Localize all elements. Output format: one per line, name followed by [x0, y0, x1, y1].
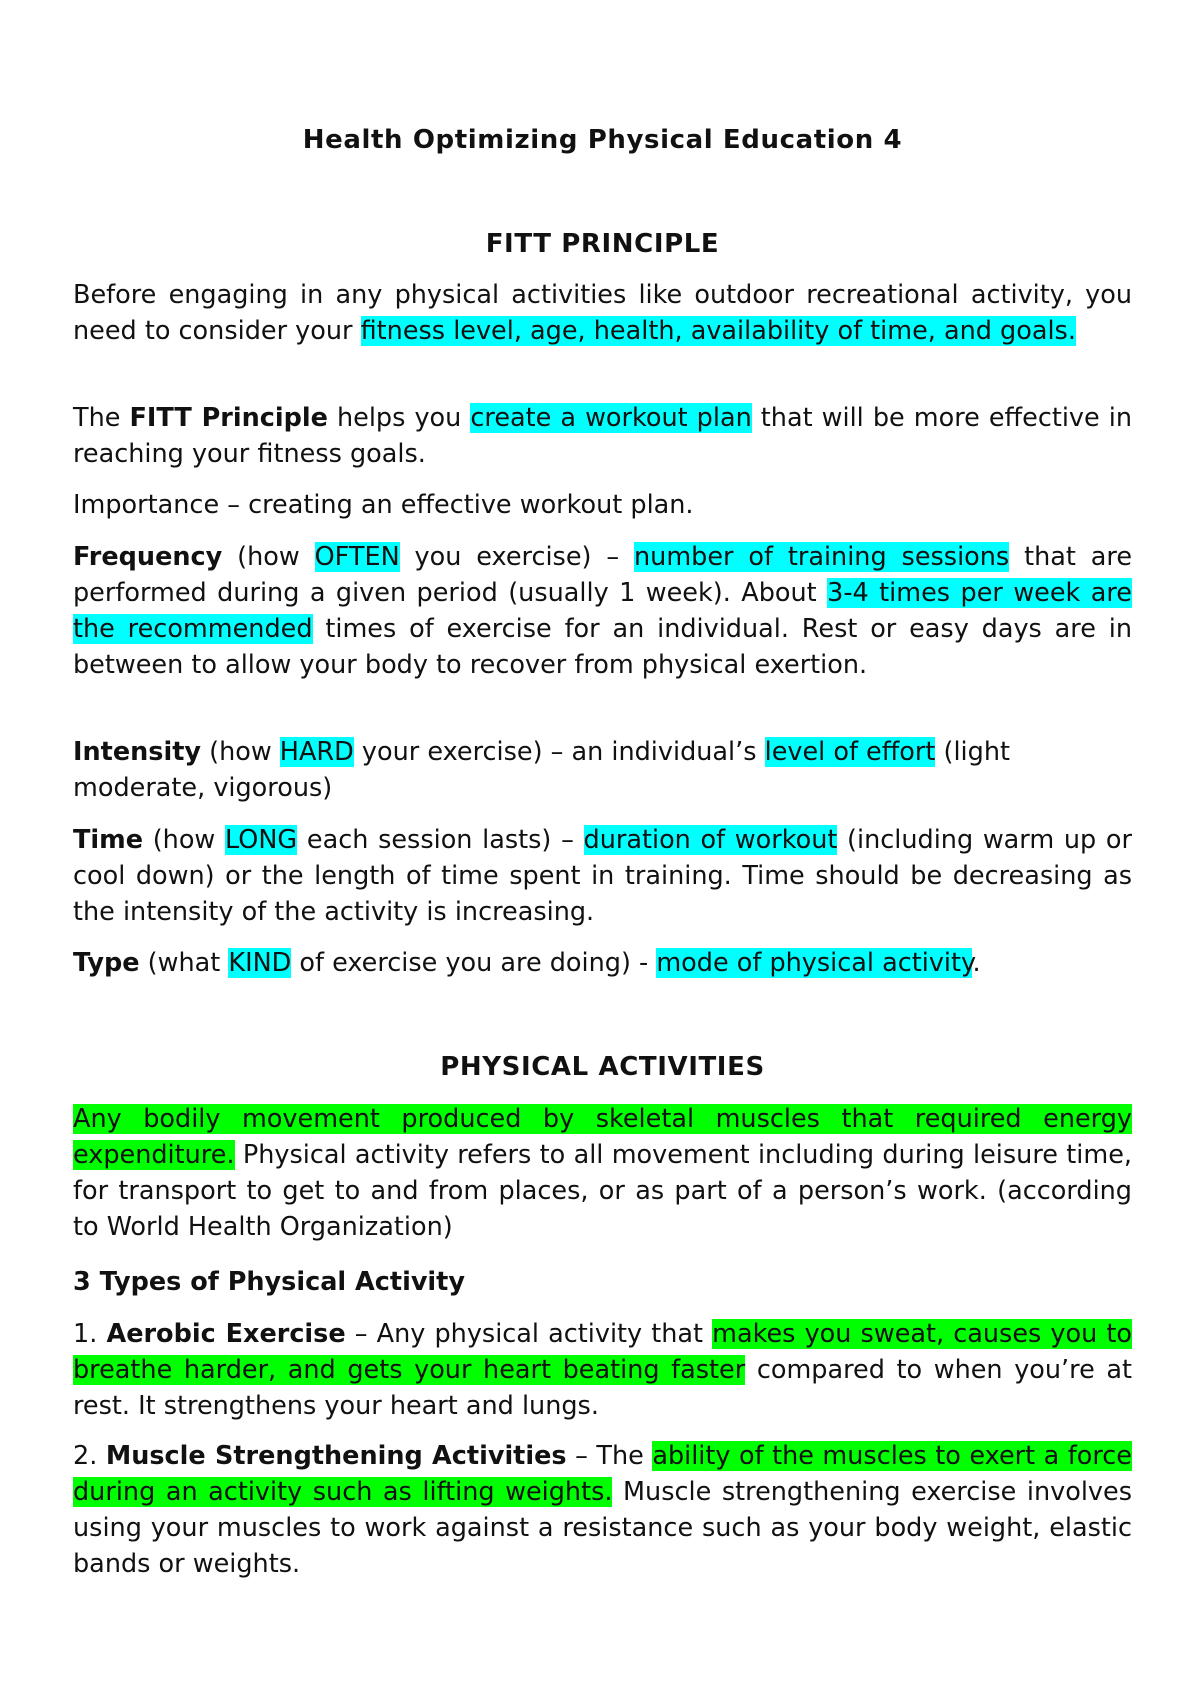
principle-pre: The — [73, 403, 130, 433]
intensity-t3: (light moderate, vigorous) — [73, 737, 1010, 803]
intensity-paragraph — [73, 734, 1132, 806]
types-heading — [73, 1264, 1132, 1300]
intro-text: Before engaging in any physical activities like outdoor recreational activity, you need to consider your — [73, 280, 1132, 346]
type-t1: (what — [139, 948, 229, 978]
aerobic-num: 1. — [73, 1319, 107, 1349]
time-term: Time — [73, 825, 144, 855]
physical-definition-paragraph — [73, 1101, 1132, 1245]
aerobic-highlight: makes you sweat, causes you to breathe harder, and gets your heart beating faster — [73, 1319, 1132, 1385]
muscle-highlight: ability of the muscles to exert a force during an activity such as lifting weights. — [73, 1441, 1132, 1507]
muscle-term: Muscle Strengthening Activities — [105, 1441, 567, 1471]
muscle-t1: – The — [566, 1441, 653, 1471]
type-term: Type — [73, 948, 140, 978]
principle-highlight: create a workout plan — [470, 403, 752, 433]
importance-line: Importance – creating an effective workout plan. — [73, 490, 694, 520]
fitt-principle-paragraph — [73, 400, 1132, 472]
aerobic-t1: – Any physical activity that — [345, 1319, 713, 1349]
frequency-t2: you exercise) – — [399, 542, 634, 572]
muscle-paragraph — [73, 1438, 1132, 1582]
principle-mid: helps you — [327, 403, 471, 433]
time-key: LONG — [224, 825, 298, 855]
definition-highlight: Any bodily movement produced by skeletal muscles that required energy expenditure. — [73, 1104, 1132, 1170]
frequency-t1: (how — [222, 542, 315, 572]
principle-term: FITT Principle — [129, 403, 328, 433]
frequency-t3: that are performed during a given period (usually 1 week). About — [73, 542, 1133, 608]
type-highlight: mode of physical activity — [656, 948, 973, 978]
definition-text: Physical activity refers to all movement including during leisure time, for transport to get to and from places, or as part of a person’s work. (according to World Health Organization) — [73, 1140, 1132, 1242]
time-t3: (including warm up or cool down) or the length of time spent in training. Time should be decreasing as the intensity of the activity is increasing. — [73, 825, 1132, 927]
time-highlight: duration of workout — [583, 825, 838, 855]
frequency-highlight-2: 3-4 times per week are the recommended — [73, 578, 1132, 644]
muscle-num: 2. — [73, 1441, 106, 1471]
types-heading-text: 3 Types of Physical Activity — [73, 1267, 465, 1297]
section-heading-physical: PHYSICAL ACTIVITIES — [440, 1052, 765, 1082]
section-heading-fitt: FITT PRINCIPLE — [485, 229, 720, 259]
frequency-term: Frequency — [73, 542, 223, 572]
type-t3: . — [972, 948, 981, 978]
type-paragraph — [73, 945, 1132, 981]
document-title: Health Optimizing Physical Education 4 — [302, 125, 903, 155]
frequency-highlight-1: number of training sessions — [634, 542, 1010, 572]
intensity-t1: (how — [201, 737, 280, 767]
fitt-intro-paragraph — [73, 277, 1132, 349]
type-t2: of exercise you are doing) - — [291, 948, 657, 978]
type-key: KIND — [228, 948, 292, 978]
intensity-term: Intensity — [73, 737, 202, 767]
aerobic-term: Aerobic Exercise — [106, 1319, 346, 1349]
intensity-t2: your exercise) – an individual’s — [353, 737, 765, 767]
intensity-highlight: level of effort — [764, 737, 936, 767]
intensity-key: HARD — [279, 737, 354, 767]
muscle-t2: Muscle strengthening exercise involves using your muscles to work against a resistance such as your body weight, elastic bands or weights. — [73, 1477, 1132, 1579]
aerobic-paragraph — [73, 1316, 1132, 1424]
time-t2: each session lasts) – — [297, 825, 584, 855]
frequency-paragraph — [73, 539, 1132, 683]
frequency-t4: times of exercise for an individual. Rest or easy days are in between to allow your body to recover from physical exertion. — [73, 614, 1132, 680]
intro-highlight: fitness level, age, health, availability of time, and goals. — [360, 316, 1076, 346]
time-t1: (how — [143, 825, 225, 855]
principle-post: that will be more effective in reaching your fitness goals. — [73, 403, 1133, 469]
frequency-key: OFTEN — [314, 542, 400, 572]
time-paragraph — [73, 822, 1132, 930]
aerobic-t2: compared to when you’re at rest. It strengthens your heart and lungs. — [73, 1355, 1132, 1421]
